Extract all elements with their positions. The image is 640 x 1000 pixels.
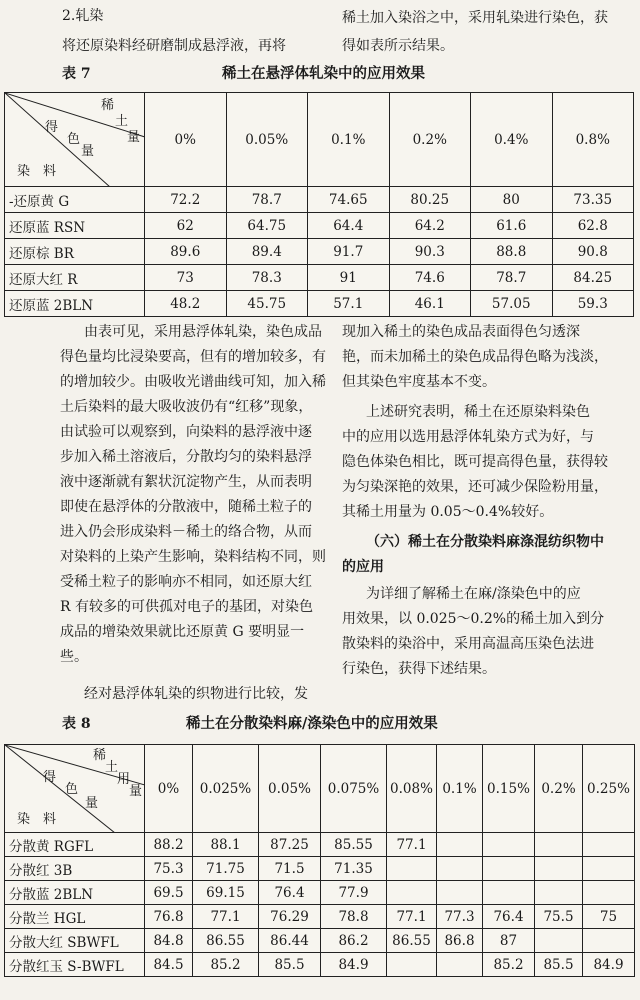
cell: 84.5 (145, 953, 193, 977)
cell: 73 (145, 265, 227, 291)
cell: 85.55 (321, 833, 387, 857)
corner-label: 染 料 (17, 164, 57, 179)
cell: 78.7 (471, 265, 553, 291)
corner-label: 色 (65, 782, 79, 797)
cell: 85.5 (535, 953, 583, 977)
row-name: 分散红 3B (5, 857, 145, 881)
table8-title: 稀土在分散染料麻/涤染色中的应用效果 (186, 715, 438, 732)
cell: 75.5 (535, 905, 583, 929)
cell: 77.1 (193, 905, 259, 929)
corner-label: 用 (117, 772, 131, 787)
cell (583, 881, 635, 905)
table7-label: 表 7 (62, 66, 91, 82)
row-name: -还原黄 G (5, 187, 145, 213)
cell (437, 833, 483, 857)
cell: 88.8 (471, 239, 553, 265)
table7-title: 稀土在悬浮体轧染中的应用效果 (222, 65, 425, 82)
table-row (5, 187, 634, 213)
paragraph-line: 现加入稀土的染色成品表面得色匀透深 (342, 324, 580, 340)
cell: 74.65 (308, 187, 390, 213)
cell (483, 857, 535, 881)
cell: 84.8 (145, 929, 193, 953)
cell: 80 (471, 187, 553, 213)
cell: 85.5 (259, 953, 321, 977)
row-name: 分散黄 RGFL (5, 833, 145, 857)
cell: 91 (308, 265, 390, 291)
table7-col-header: 0.05% (226, 93, 308, 187)
section-heading: （六）稀土在分散染料麻涤混纺织物中 (366, 534, 604, 550)
table8-col-header: 0% (145, 745, 193, 833)
corner-label: 得 (45, 120, 59, 135)
paragraph-line: 为详细了解稀土在麻/涤染色中的应 (366, 586, 581, 602)
paragraph-line: 对染料的上染产生影响，染料结构不同，则 (60, 549, 326, 565)
table7-col-header: 0.8% (552, 93, 634, 187)
paragraph-line: 为匀染深艳的效果，还可减少保险粉用量， (342, 479, 608, 495)
cell: 46.1 (389, 291, 471, 317)
table8-header-row (5, 745, 635, 833)
paragraph-line: 稀土加入染浴之中，采用轧染进行染色，获 (342, 10, 608, 26)
cell: 86.8 (437, 929, 483, 953)
cell: 86.2 (321, 929, 387, 953)
subsection-heading: 2.轧染 (62, 8, 104, 24)
table7-corner-cell (5, 93, 145, 187)
cell (437, 857, 483, 881)
paragraph-line: 将还原染料经研磨制成悬浮液，再将 (62, 38, 286, 54)
table8 (4, 744, 635, 977)
cell: 85.2 (483, 953, 535, 977)
corner-label: 色 (67, 132, 81, 147)
cell (483, 833, 535, 857)
cell: 86.55 (193, 929, 259, 953)
cell: 69.15 (193, 881, 259, 905)
table8-col-header: 0.2% (535, 745, 583, 833)
corner-label: 量 (81, 144, 95, 159)
cell: 89.4 (226, 239, 308, 265)
cell: 64.75 (226, 213, 308, 239)
table-row (5, 239, 634, 265)
paragraph-line: 上述研究表明，稀土在还原染料染色 (366, 404, 590, 420)
cell: 75 (583, 905, 635, 929)
table-row (5, 833, 635, 857)
paragraph-line: 但其染色牢度基本不变。 (342, 374, 496, 390)
cell: 85.2 (193, 953, 259, 977)
cell: 84.9 (321, 953, 387, 977)
table-row (5, 291, 634, 317)
cell: 76.4 (259, 881, 321, 905)
paragraph-line: 液中逐渐就有絮状沉淀物产生，从而表明 (60, 474, 312, 490)
table7 (4, 92, 634, 317)
cell: 73.35 (552, 187, 634, 213)
cell (583, 857, 635, 881)
cell (387, 881, 437, 905)
row-name: 分散大红 SBWFL (5, 929, 145, 953)
cell: 77.1 (387, 833, 437, 857)
table8-col-header: 0.075% (321, 745, 387, 833)
paragraph-line: 的增加较少。由吸收光谱曲线可知，加入稀 (60, 374, 326, 390)
table-row (5, 953, 635, 977)
paragraph-line: 步加入稀土溶液后，分散均匀的染料悬浮 (60, 449, 312, 465)
corner-label: 得 (43, 770, 57, 785)
cell: 80.25 (389, 187, 471, 213)
corner-label: 染 料 (17, 812, 57, 827)
table7-col-header: 0.1% (308, 93, 390, 187)
table-row (5, 905, 635, 929)
corner-label: 稀 (101, 98, 115, 113)
paragraph-line: 由表可见，采用悬浮体轧染，染色成品 (84, 324, 322, 340)
row-name: 还原蓝 2BLN (5, 291, 145, 317)
table7-col-header: 0.4% (471, 93, 553, 187)
table-row (5, 881, 635, 905)
row-name: 分散红玉 S-BWFL (5, 953, 145, 977)
cell: 74.6 (389, 265, 471, 291)
corner-label: 量 (127, 130, 141, 145)
paragraph-line: R 有较多的可供孤对电子的基团，对染色 (60, 599, 313, 615)
table7-col-header: 0% (145, 93, 227, 187)
paragraph-line: 散染料的染浴中，采用高温高压染色法进 (342, 636, 594, 652)
paragraph-line: 隐色体染色相比，既可提高得色量，获得较 (342, 454, 608, 470)
cell: 78.3 (226, 265, 308, 291)
paragraph-line: 得如表所示结果。 (342, 38, 454, 54)
paragraph-line: 进入仍会形成染料－稀土的络合物，从而 (60, 524, 312, 540)
paragraph-line: 行染色，获得下述结果。 (342, 661, 496, 677)
cell: 72.2 (145, 187, 227, 213)
row-name: 还原棕 BR (5, 239, 145, 265)
section-heading: 的应用 (342, 559, 384, 575)
table8-col-header: 0.1% (437, 745, 483, 833)
cell: 48.2 (145, 291, 227, 317)
cell: 59.3 (552, 291, 634, 317)
corner-label: 土 (115, 114, 129, 129)
cell: 91.7 (308, 239, 390, 265)
table-row (5, 213, 634, 239)
cell (387, 857, 437, 881)
cell (437, 881, 483, 905)
paragraph-line: 成品的增染效果就比还原黄 G 要明显一 (60, 624, 305, 640)
table8-col-header: 0.08% (387, 745, 437, 833)
cell (583, 833, 635, 857)
cell (535, 929, 583, 953)
paragraph-line: 由试验可以观察到，向染料的悬浮液中逐 (60, 424, 312, 440)
cell: 90.3 (389, 239, 471, 265)
table-row (5, 265, 634, 291)
table-row (5, 929, 635, 953)
row-name: 分散兰 HGL (5, 905, 145, 929)
cell: 84.9 (583, 953, 635, 977)
cell (535, 881, 583, 905)
cell: 77.3 (437, 905, 483, 929)
table8-col-header: 0.05% (259, 745, 321, 833)
paragraph-line: 即使在悬浮体的分散液中，随稀土粒子的 (60, 499, 312, 515)
cell: 77.9 (321, 881, 387, 905)
table-row (5, 857, 635, 881)
paragraph-line: 土后染料的最大吸收波仍有“红移”现象， (60, 399, 313, 415)
cell: 64.4 (308, 213, 390, 239)
cell: 76.4 (483, 905, 535, 929)
corner-label: 土 (105, 760, 119, 775)
cell: 62 (145, 213, 227, 239)
paragraph-line: 经对悬浮体轧染的织物进行比较，发 (84, 686, 308, 702)
corner-label: 稀 (93, 748, 107, 763)
cell: 75.3 (145, 857, 193, 881)
cell: 71.5 (259, 857, 321, 881)
cell (535, 857, 583, 881)
cell (387, 953, 437, 977)
corner-label: 量 (129, 784, 143, 799)
cell: 62.8 (552, 213, 634, 239)
paragraph-line: 中的应用以选用悬浮体轧染方式为好，与 (342, 429, 594, 445)
cell: 61.6 (471, 213, 553, 239)
cell: 89.6 (145, 239, 227, 265)
paragraph-line: 其稀土用量为 0.05～0.4%较好。 (342, 504, 554, 520)
cell: 86.55 (387, 929, 437, 953)
table8-col-header: 0.25% (583, 745, 635, 833)
row-name: 分散蓝 2BLN (5, 881, 145, 905)
cell: 57.05 (471, 291, 553, 317)
corner-label: 量 (85, 796, 99, 811)
cell: 69.5 (145, 881, 193, 905)
table7-header-row (5, 93, 634, 187)
cell: 71.75 (193, 857, 259, 881)
table7-col-header: 0.2% (389, 93, 471, 187)
cell: 71.35 (321, 857, 387, 881)
cell (483, 881, 535, 905)
table8-col-header: 0.15% (483, 745, 535, 833)
cell: 78.8 (321, 905, 387, 929)
cell (437, 953, 483, 977)
paragraph-line: 用效果，以 0.025～0.2%的稀土加入到分 (342, 611, 605, 627)
cell: 76.29 (259, 905, 321, 929)
cell: 77.1 (387, 905, 437, 929)
cell: 57.1 (308, 291, 390, 317)
row-name: 还原大红 R (5, 265, 145, 291)
cell: 78.7 (226, 187, 308, 213)
cell: 88.2 (145, 833, 193, 857)
table8-label: 表 8 (62, 716, 91, 732)
paragraph-line: 艳，而未加稀土的染色成品得色略为浅淡， (342, 349, 608, 365)
cell: 87.25 (259, 833, 321, 857)
table8-corner-cell (5, 745, 145, 833)
paragraph-line: 些。 (60, 649, 88, 665)
cell (583, 929, 635, 953)
row-name: 还原蓝 RSN (5, 213, 145, 239)
cell: 87 (483, 929, 535, 953)
cell (535, 833, 583, 857)
cell: 64.2 (389, 213, 471, 239)
cell: 88.1 (193, 833, 259, 857)
cell: 86.44 (259, 929, 321, 953)
cell: 45.75 (226, 291, 308, 317)
cell: 84.25 (552, 265, 634, 291)
cell: 76.8 (145, 905, 193, 929)
table8-col-header: 0.025% (193, 745, 259, 833)
paragraph-line: 得色量均比浸染要高，但有的增加较多，有 (60, 349, 326, 365)
cell: 90.8 (552, 239, 634, 265)
paragraph-line: 受稀土粒子的影响亦不相同，如还原大红 (60, 574, 312, 590)
